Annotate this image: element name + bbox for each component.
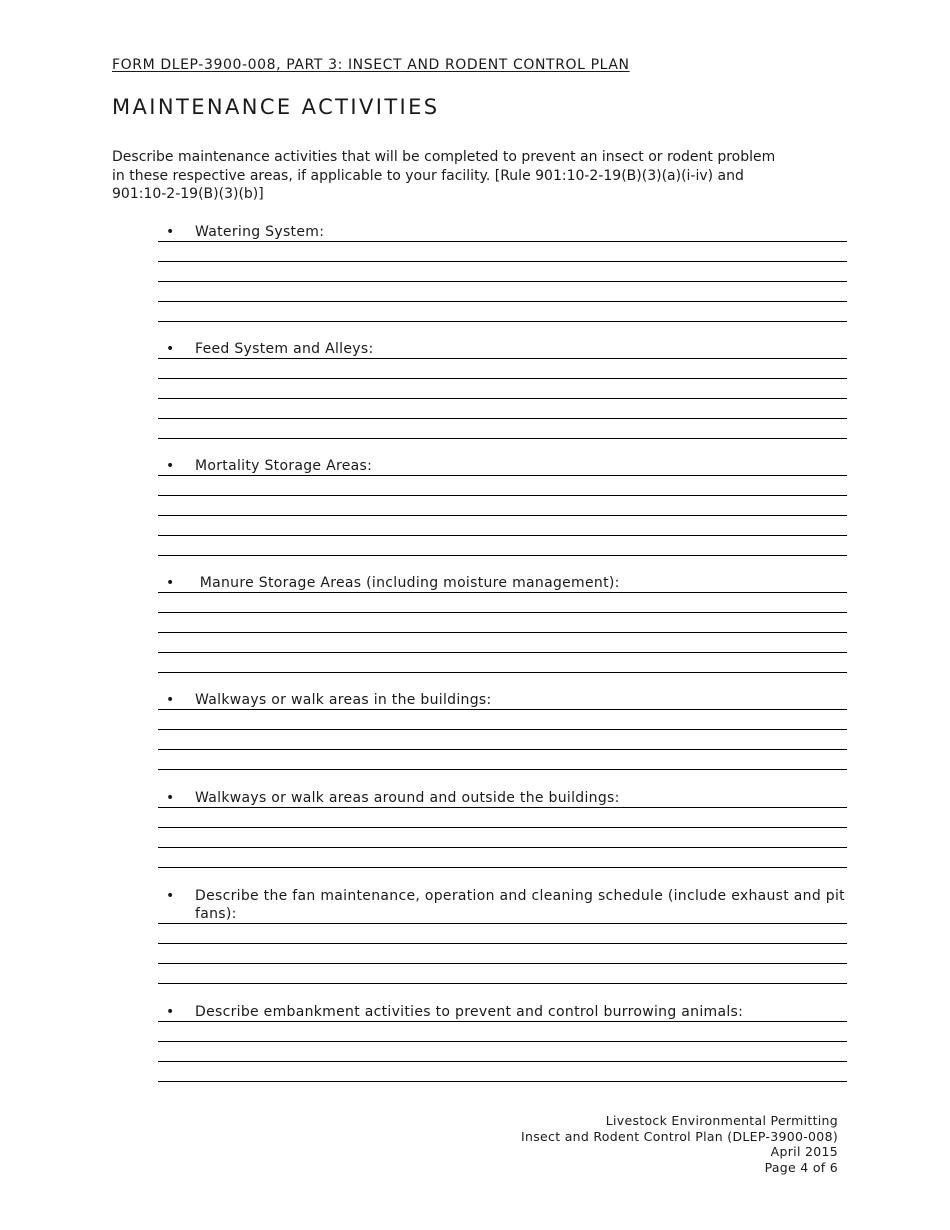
answer-line[interactable] xyxy=(158,418,847,419)
answer-line[interactable] xyxy=(158,827,847,828)
answer-line[interactable] xyxy=(158,592,847,593)
answer-line[interactable] xyxy=(158,515,847,516)
answer-line[interactable] xyxy=(158,923,847,924)
answer-line[interactable] xyxy=(158,749,847,750)
intro-paragraph: Describe maintenance activities that will be completed to prevent an insect or rodent problem in these respective areas, if applicable to your facility. [Rule 901:10-2-19(B)(3)(a)(i-iv) and 901:10-2-19(B)(3)(b)] xyxy=(112,149,776,202)
answer-line[interactable] xyxy=(158,652,847,653)
answer-line[interactable] xyxy=(158,709,847,710)
item-heading xyxy=(158,457,847,475)
item-embankment xyxy=(158,1003,847,1082)
footer-form-name: Insect and Rodent Control Plan (DLEP-3900-008) xyxy=(521,1128,838,1144)
answer-line[interactable] xyxy=(158,847,847,848)
item-label: Walkways or walk areas in the buildings: xyxy=(195,692,492,708)
item-manure-storage xyxy=(158,574,847,673)
item-label: Describe embankment activities to prevent and control burrowing animals: xyxy=(195,1004,744,1020)
footer-date: April 2015 xyxy=(770,1144,838,1160)
answer-line[interactable] xyxy=(158,495,847,496)
item-mortality-storage xyxy=(158,457,847,556)
bullet-icon: • xyxy=(166,790,175,806)
item-label: Watering System: xyxy=(195,224,325,240)
answer-line[interactable] xyxy=(158,1041,847,1042)
answer-line[interactable] xyxy=(158,963,847,964)
item-heading xyxy=(158,887,847,923)
answer-line[interactable] xyxy=(158,398,847,399)
answer-line[interactable] xyxy=(158,438,847,439)
answer-line[interactable] xyxy=(158,729,847,730)
answer-line[interactable] xyxy=(158,241,847,242)
answer-line[interactable] xyxy=(158,983,847,984)
item-label: Feed System and Alleys: xyxy=(195,341,374,357)
item-feed-system xyxy=(158,340,847,439)
bullet-icon: • xyxy=(166,341,175,357)
answer-line[interactable] xyxy=(158,358,847,359)
answer-line[interactable] xyxy=(158,1081,847,1082)
item-label: Walkways or walk areas around and outside the buildings: xyxy=(195,790,620,806)
item-heading xyxy=(158,223,847,241)
bullet-icon: • xyxy=(166,458,175,474)
answer-line[interactable] xyxy=(158,378,847,379)
answer-line[interactable] xyxy=(158,555,847,556)
answer-line[interactable] xyxy=(158,943,847,944)
bullet-icon: • xyxy=(166,1004,175,1020)
answer-line[interactable] xyxy=(158,281,847,282)
answer-line[interactable] xyxy=(158,867,847,868)
section-title: MAINTENANCE ACTIVITIES xyxy=(112,95,440,119)
item-watering-system xyxy=(158,223,847,322)
item-label: Describe the fan maintenance, operation and cleaning schedule (include exhaust and pit fans): xyxy=(195,888,845,922)
item-walkways-inside xyxy=(158,691,847,770)
answer-line[interactable] xyxy=(158,261,847,262)
form-header: FORM DLEP-3900-008, PART 3: INSECT AND RODENT CONTROL PLAN xyxy=(112,57,630,73)
footer-program: Livestock Environmental Permitting xyxy=(605,1113,838,1128)
item-heading xyxy=(158,789,847,807)
answer-line[interactable] xyxy=(158,1021,847,1022)
item-walkways-outside xyxy=(158,789,847,868)
item-heading xyxy=(158,1003,847,1021)
answer-line[interactable] xyxy=(158,1061,847,1062)
answer-line[interactable] xyxy=(158,769,847,770)
item-heading xyxy=(158,691,847,709)
answer-line[interactable] xyxy=(158,535,847,536)
answer-line[interactable] xyxy=(158,672,847,673)
bullet-icon: • xyxy=(166,692,175,708)
bullet-icon: • xyxy=(166,888,175,904)
answer-line[interactable] xyxy=(158,612,847,613)
answer-line[interactable] xyxy=(158,807,847,808)
footer-page-number: Page 4 of 6 xyxy=(764,1159,838,1175)
answer-line[interactable] xyxy=(158,632,847,633)
page-footer xyxy=(521,1113,838,1175)
bullet-icon: • xyxy=(166,575,175,591)
answer-line[interactable] xyxy=(158,321,847,322)
bullet-icon: • xyxy=(166,224,175,240)
item-label: Manure Storage Areas (including moisture management): xyxy=(195,575,620,591)
item-heading xyxy=(158,340,847,358)
item-fan-maintenance xyxy=(158,887,847,984)
answer-line[interactable] xyxy=(158,475,847,476)
item-label: Mortality Storage Areas: xyxy=(195,458,373,474)
item-heading xyxy=(158,574,847,592)
answer-line[interactable] xyxy=(158,301,847,302)
